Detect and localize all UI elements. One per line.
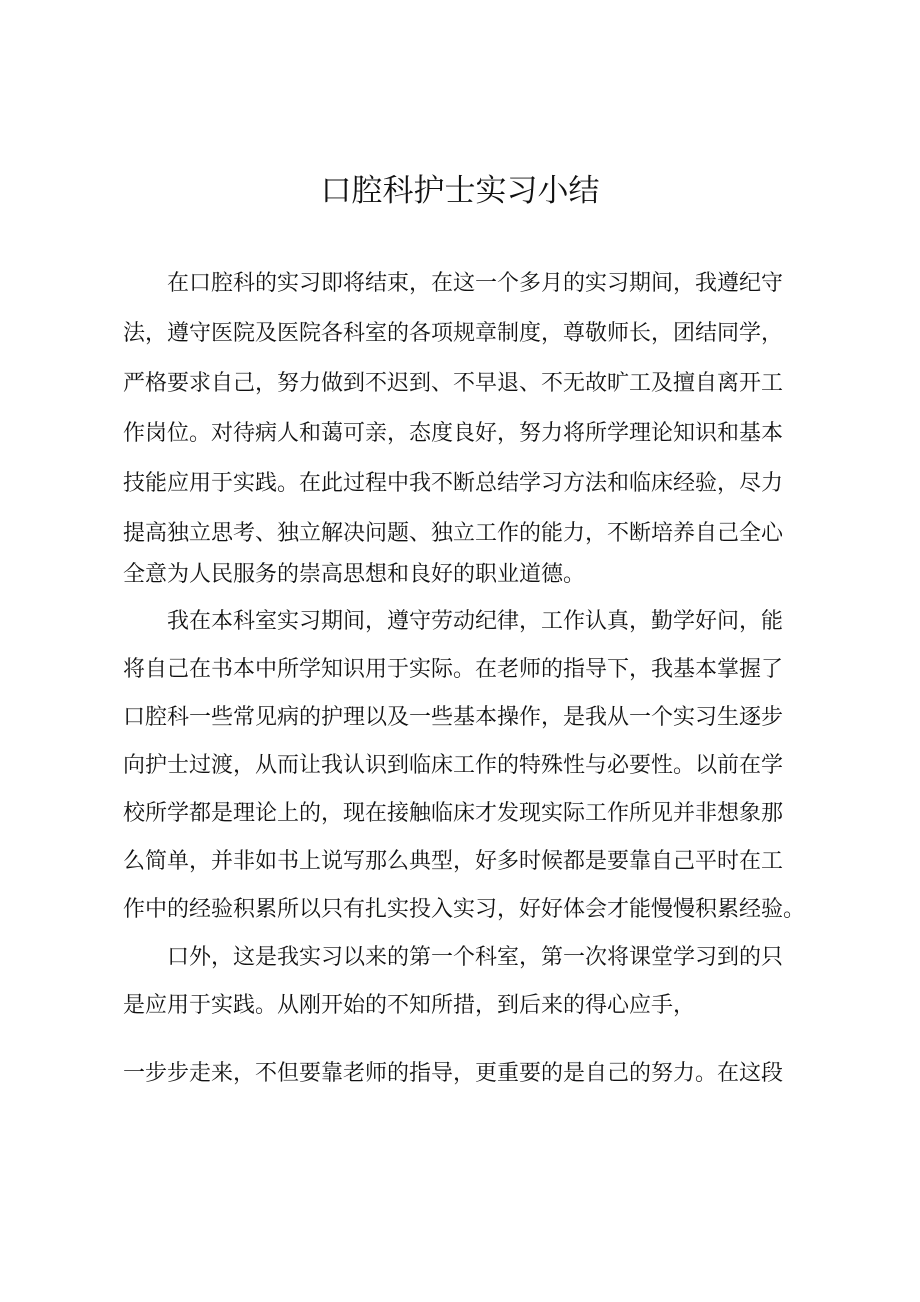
paragraph-1-line-2: 法，遵守医院及医院各科室的各项规章制度，尊敬师长，团结同学， bbox=[123, 321, 784, 346]
paragraph-1-line-1: 在口腔科的实习即将结束，在这一个多月的实习期间，我遵纪守 bbox=[167, 271, 784, 296]
paragraph-2-line-4: 向护士过渡，从而让我认识到临床工作的特殊性与必要性。以前在学 bbox=[123, 753, 784, 778]
paragraph-2-line-2: 将自己在书本中所学知识用于实际。在老师的指导下，我基本掌握了 bbox=[123, 657, 784, 682]
paragraph-1-line-7: 全意为人民服务的崇高思想和良好的职业道德。 bbox=[123, 562, 586, 587]
paragraph-1-line-4: 作岗位。对待病人和蔼可亲，态度良好，努力将所学理论知识和基本 bbox=[123, 421, 784, 446]
paragraph-1-line-6: 提高独立思考、独立解决问题、独立工作的能力，不断培养自己全心 bbox=[123, 521, 784, 546]
paragraph-2-line-3: 口腔科一些常见病的护理以及一些基本操作，是我从一个实习生逐步 bbox=[123, 705, 784, 730]
paragraph-1-line-5: 技能应用于实践。在此过程中我不断总结学习方法和临床经验，尽力 bbox=[123, 471, 784, 496]
paragraph-3-line-1: 口外，这是我实习以来的第一个科室，第一次将课堂学习到的只 bbox=[167, 945, 784, 970]
paragraph-3-line-3: 一步步走来，不但要靠老师的指导，更重要的是自己的努力。在这段 bbox=[123, 1061, 784, 1086]
paragraph-2-line-6: 么简单，并非如书上说写那么典型，好多时候都是要靠自己平时在工 bbox=[123, 849, 784, 874]
paragraph-3-line-2: 是应用于实践。从刚开始的不知所措，到后来的得心应手， bbox=[123, 993, 696, 1018]
paragraph-2-line-5: 校所学都是理论上的，现在接触临床才发现实际工作所见并非想象那 bbox=[123, 801, 784, 826]
paragraph-1-line-3: 严格要求自己，努力做到不迟到、不早退、不无故旷工及擅自离开工 bbox=[123, 371, 784, 396]
paragraph-2-line-1: 我在本科室实习期间，遵守劳动纪律，工作认真，勤学好问，能 bbox=[167, 609, 784, 634]
document-title: 口腔科护士实习小结 bbox=[320, 173, 600, 209]
paragraph-2-line-7: 作中的经验积累所以只有扎实投入实习，好好体会才能慢慢积累经验。 bbox=[123, 897, 806, 922]
